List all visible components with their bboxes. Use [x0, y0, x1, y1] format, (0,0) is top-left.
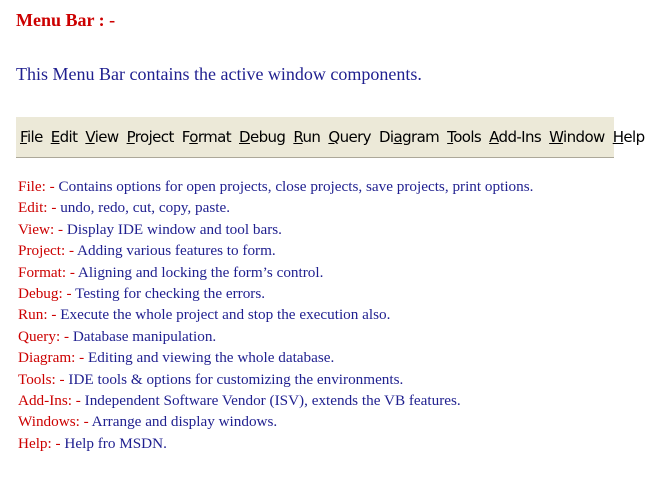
menu-debug[interactable]: Debug [239, 128, 286, 146]
description-windows: Windows: - Arrange and display windows. [18, 413, 278, 431]
menu-edit[interactable]: Edit [50, 128, 78, 146]
menu-bar [16, 116, 645, 158]
menu-description-list [18, 176, 533, 454]
description-edit: Edit: - undo, redo, cut, copy, paste. [18, 199, 231, 217]
description-project: Project: - Adding various features to form. [18, 242, 276, 260]
slide-heading: Menu Bar : - [16, 10, 116, 30]
description-file: File: - Contains options for open projects, close projects, save projects, print options. [18, 178, 534, 195]
menu-window[interactable]: Window [549, 128, 605, 146]
menu-project[interactable]: Project [126, 128, 174, 146]
menu-query[interactable]: Query [328, 128, 371, 146]
menu-tools[interactable]: Tools [447, 128, 482, 146]
intro-text: This Menu Bar contains the active window components. [16, 64, 422, 84]
menu-run[interactable]: Run [293, 128, 321, 146]
menu-add-ins[interactable]: Add-Ins [489, 128, 542, 146]
menu-help[interactable]: Help [612, 128, 645, 146]
description-run: Run: - Execute the whole project and stop the execution also. [18, 306, 391, 324]
menu-view[interactable]: View [85, 128, 119, 146]
description-diagram: Diagram: - Editing and viewing the whole database. [18, 349, 335, 367]
description-tools: Tools: - IDE tools & options for customizing the environments. [18, 370, 404, 388]
menu-file[interactable]: File [20, 128, 43, 146]
description-view: View: - Display IDE window and tool bars. [18, 220, 282, 238]
menu-format[interactable]: Format [181, 128, 232, 146]
description-format: Format: - Aligning and locking the form’s control. [18, 263, 324, 281]
description-help: Help: - Help fro MSDN. [18, 434, 167, 452]
menu-diagram[interactable]: Diagram [378, 128, 440, 146]
description-debug: Debug: - Testing for checking the errors. [18, 285, 266, 303]
description-query: Query: - Database manipulation. [18, 327, 217, 345]
description-add-ins: Add-Ins: - Independent Software Vendor (ISV), extends the VB features. [18, 392, 461, 410]
